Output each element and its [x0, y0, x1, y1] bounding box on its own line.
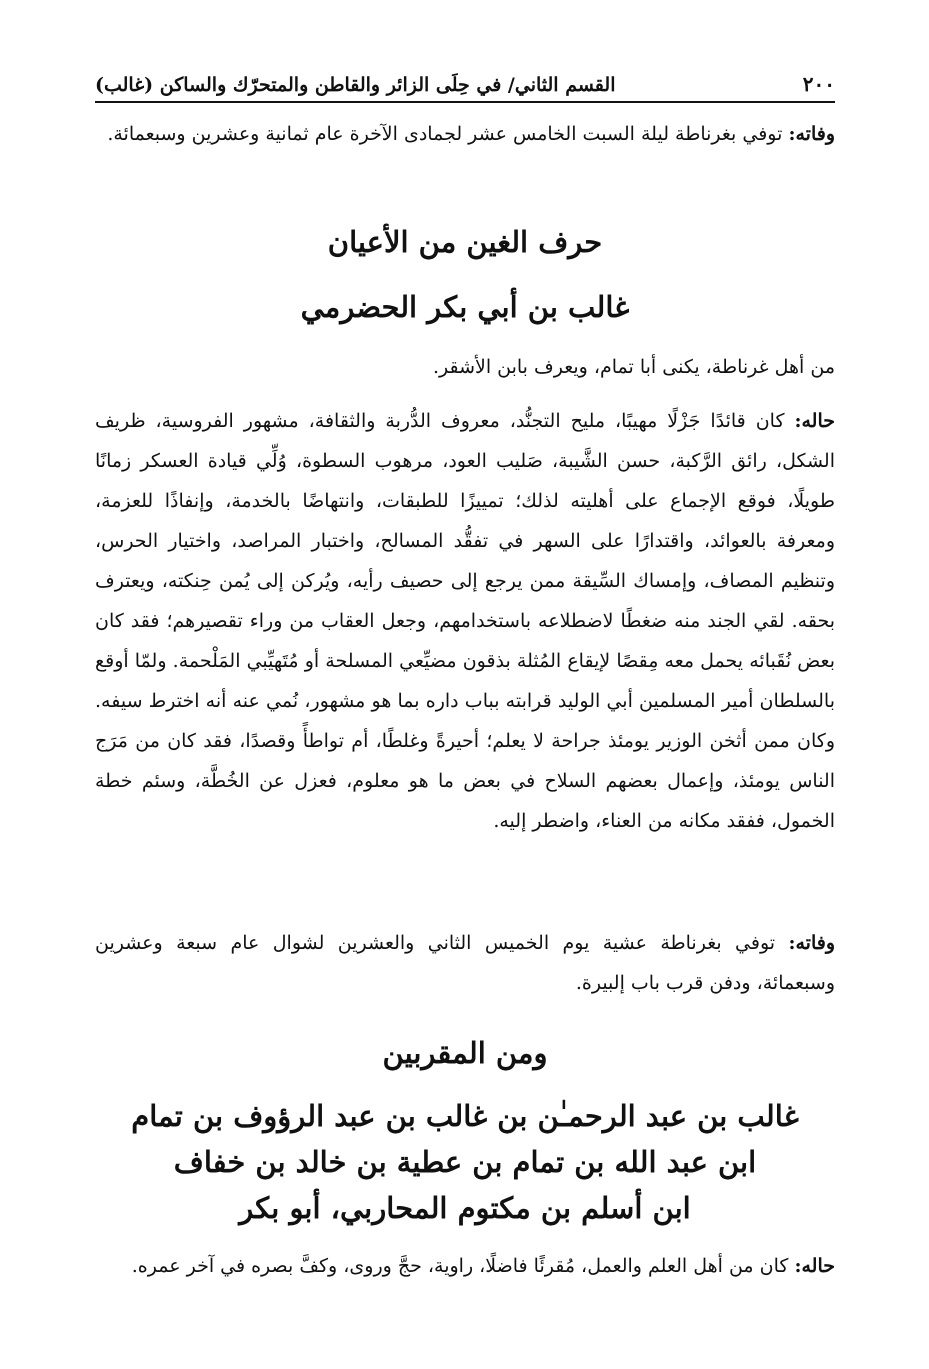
running-header — [95, 60, 835, 96]
death-lead: وفاته: — [788, 123, 835, 145]
death-lead: وفاته: — [788, 932, 835, 954]
section-heading: حرف الغين من الأعيان — [327, 225, 603, 259]
subsection-heading: ومن المقربين — [382, 1036, 548, 1070]
entry1-name: غالب بن أبي بكر الحضرمي — [300, 290, 630, 324]
top-entry-death — [95, 114, 835, 154]
entry1-intro: من أهل غرناطة، يكنى أبا تمام، ويعرف بابن الأشقر. — [432, 356, 835, 378]
entry1-death — [95, 923, 835, 1003]
header-rule — [95, 101, 835, 103]
haal-text: كان قائدًا جَزْلًا مهيبًا، مليح التجنُّد، معروف الدُّربة والثقافة، مشهور الفروسية، ظريف الشكل، رائق الرَّكبة، حسن الشَّيبة، صَليب العود، مرهوب السطوة، وُلِّي قيادة العسكر زمانًا طويلًا، فوقع الإجماع على أهليته لذلك؛ تمييزًا للطبقات، وانتهاضًا بالخدمة، وإنفاذًا للعزمة، ومعرفة بالعوائد، واقتدارًا على السهر في تفقُّد المسالح، واختبار المراصد، واختيار الحرس، وتنظيم المصاف، وإمساك السِّيقة ممن يرجع إلى حصيف رأيه، ويُركن إلى يُمن حِنكته، ويعترف بحقه. لقي الجند منه ضغطًا لاضطلاعه باستخدامهم، وجعل العقاب من وراء تقصيرهم؛ فقد كان بعض نُقَبائه يحمل معه مِقصًا لإيقاع المُثلة بذقون مضيِّعي المسلحة أو مُتَهيِّبي المَلْحمة. ولمّا أوقع بالسلطان أمير المسلمين أبي الوليد قرابته بباب داره بما هو مشهور، نُمي عنه أنه اخترط سيفه. وكان ممن أثخن الوزير يومئذ جراحة لا يعلم؛ أحيرةً وغلطًا، أم تواطأً وقصدًا، فقد كان من مَرَج الناس يومئذ، وإعمال بعضهم السلاح في بعض ما هو معلوم، فعزل عن الخُطَّة، وسئم خطة الخمول، ففقد مكانه من العناء، واضطر إليه. — [95, 410, 835, 832]
entry1-haal — [95, 401, 835, 841]
death-text: توفي بغرناطة عشية يوم الخميس الثاني والعشرين لشوال عام سبعة وعشرين وسبعمائة، ودفن قرب باب إلبيرة. — [95, 932, 835, 994]
haal-text: كان من أهل العلم والعمل، مُقرئًا فاضلًا، راوية، حجَّ وروى، وكفَّ بصره في آخر عمره. — [131, 1255, 789, 1277]
death-text: توفي بغرناطة ليلة السبت الخامس عشر لجمادى الآخرة عام ثمانية وعشرين وسبعمائة. — [107, 123, 783, 145]
page-number: ٢٠٠ — [802, 72, 835, 96]
entry2-haal — [95, 1246, 835, 1286]
entry2-name-line: ابن عبد الله بن تمام بن عطية بن خالد بن خفاف — [173, 1145, 757, 1179]
haal-lead: حاله: — [794, 1255, 835, 1277]
running-title: القسم الثاني/ في حِلَى الزائر والقاطن والمتحرّك والساكن (غالب) — [95, 74, 616, 96]
entry2-name-line: ابن أسلم بن مكتوم المحاربي، أبو بكر — [239, 1191, 691, 1225]
entry2-name-line: غالب بن عبد الرحمـٰن بن غالب بن عبد الرؤوف بن تمام — [131, 1099, 799, 1133]
haal-lead: حاله: — [794, 410, 835, 432]
